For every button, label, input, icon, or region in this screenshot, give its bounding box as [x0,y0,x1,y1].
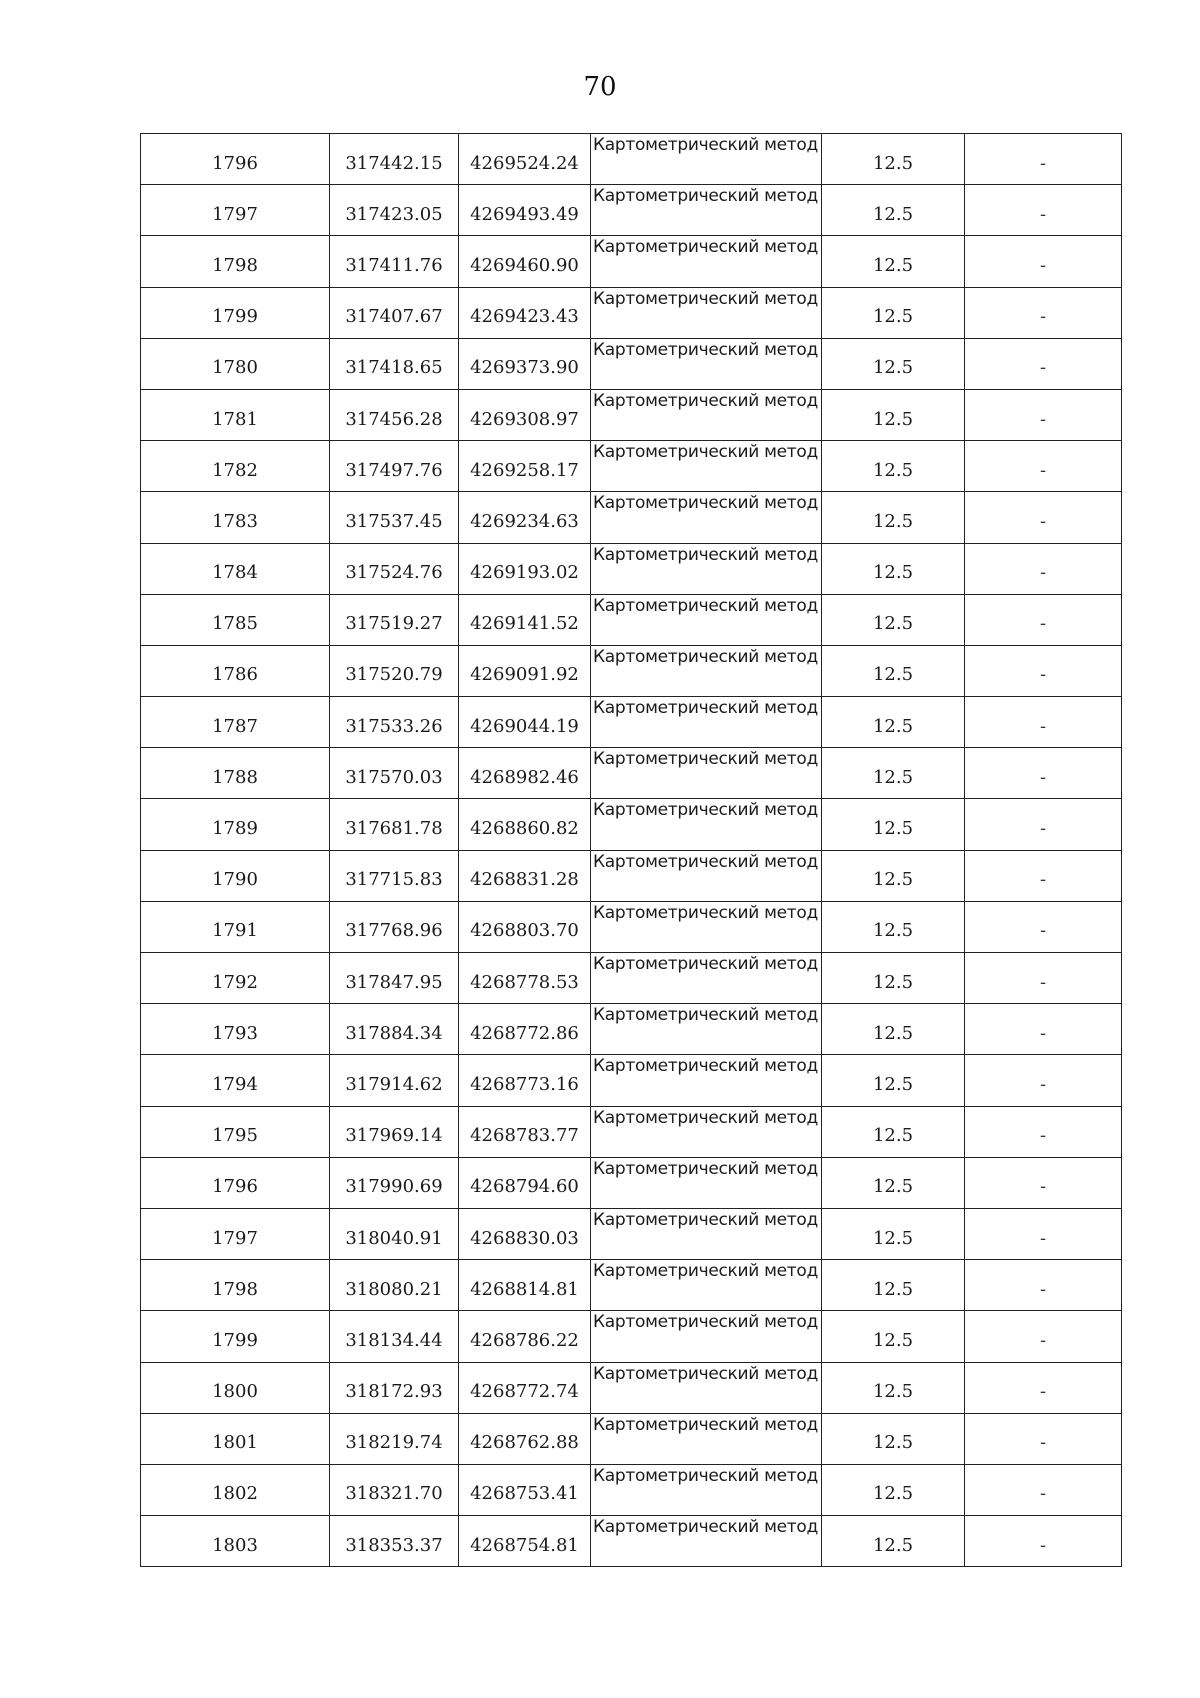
x-coordinate-cell: 317524.76 [330,543,459,594]
y-coordinate-cell: 4269460.90 [459,236,591,287]
table-row [141,236,1122,287]
table-row [141,1004,1122,1055]
method-cell: Картометрический метод [591,185,822,236]
table-row [141,594,1122,645]
accuracy-cell: 12.5 [822,1464,965,1515]
x-coordinate-cell: 318353.37 [330,1516,459,1567]
method-cell: Картометрический метод [591,1413,822,1464]
table-row [141,492,1122,543]
point-number-cell: 1781 [141,389,330,440]
y-coordinate-cell: 4269493.49 [459,185,591,236]
accuracy-cell: 12.5 [822,799,965,850]
point-number-cell: 1780 [141,338,330,389]
x-coordinate-cell: 317519.27 [330,594,459,645]
accuracy-cell: 12.5 [822,1362,965,1413]
table-row [141,389,1122,440]
y-coordinate-cell: 4268762.88 [459,1413,591,1464]
x-coordinate-cell: 317570.03 [330,748,459,799]
accuracy-cell: 12.5 [822,1004,965,1055]
point-number-cell: 1796 [141,134,330,185]
point-number-cell: 1788 [141,748,330,799]
table-row [141,799,1122,850]
point-number-cell: 1787 [141,697,330,748]
table-row [141,1362,1122,1413]
point-number-cell: 1789 [141,799,330,850]
x-coordinate-cell: 317411.76 [330,236,459,287]
method-cell: Картометрический метод [591,134,822,185]
accuracy-cell: 12.5 [822,748,965,799]
x-coordinate-cell: 317418.65 [330,338,459,389]
method-cell: Картометрический метод [591,594,822,645]
x-coordinate-cell: 318172.93 [330,1362,459,1413]
accuracy-cell: 12.5 [822,338,965,389]
point-number-cell: 1802 [141,1464,330,1515]
y-coordinate-cell: 4269423.43 [459,287,591,338]
accuracy-cell: 12.5 [822,185,965,236]
accuracy-cell: 12.5 [822,953,965,1004]
y-coordinate-cell: 4268773.16 [459,1055,591,1106]
accuracy-cell: 12.5 [822,1055,965,1106]
y-coordinate-cell: 4268772.86 [459,1004,591,1055]
note-cell: - [965,338,1122,389]
accuracy-cell: 12.5 [822,901,965,952]
y-coordinate-cell: 4269234.63 [459,492,591,543]
table-row [141,901,1122,952]
note-cell: - [965,441,1122,492]
accuracy-cell: 12.5 [822,697,965,748]
table-row [141,441,1122,492]
x-coordinate-cell: 317715.83 [330,850,459,901]
note-cell: - [965,1464,1122,1515]
method-cell: Картометрический метод [591,748,822,799]
point-number-cell: 1796 [141,1157,330,1208]
note-cell: - [965,389,1122,440]
note-cell: - [965,799,1122,850]
x-coordinate-cell: 317768.96 [330,901,459,952]
accuracy-cell: 12.5 [822,1157,965,1208]
method-cell: Картометрический метод [591,697,822,748]
y-coordinate-cell: 4269308.97 [459,389,591,440]
note-cell: - [965,645,1122,696]
point-number-cell: 1795 [141,1106,330,1157]
y-coordinate-cell: 4269373.90 [459,338,591,389]
x-coordinate-cell: 317914.62 [330,1055,459,1106]
point-number-cell: 1797 [141,185,330,236]
table-row [141,287,1122,338]
point-number-cell: 1793 [141,1004,330,1055]
point-number-cell: 1791 [141,901,330,952]
table-row [141,697,1122,748]
accuracy-cell: 12.5 [822,645,965,696]
method-cell: Картометрический метод [591,1311,822,1362]
table-row [141,1208,1122,1259]
table-row [141,1260,1122,1311]
method-cell: Картометрический метод [591,287,822,338]
y-coordinate-cell: 4268803.70 [459,901,591,952]
x-coordinate-cell: 317497.76 [330,441,459,492]
note-cell: - [965,236,1122,287]
note-cell: - [965,1208,1122,1259]
method-cell: Картометрический метод [591,799,822,850]
method-cell: Картометрический метод [591,1516,822,1567]
y-coordinate-cell: 4269258.17 [459,441,591,492]
table-row [141,338,1122,389]
page-number: 70 [583,72,617,102]
method-cell: Картометрический метод [591,1362,822,1413]
point-number-cell: 1790 [141,850,330,901]
x-coordinate-cell: 317681.78 [330,799,459,850]
table-row [141,185,1122,236]
x-coordinate-cell: 317423.05 [330,185,459,236]
table-row [141,1157,1122,1208]
x-coordinate-cell: 317990.69 [330,1157,459,1208]
method-cell: Картометрический метод [591,901,822,952]
note-cell: - [965,748,1122,799]
y-coordinate-cell: 4268783.77 [459,1106,591,1157]
y-coordinate-cell: 4268778.53 [459,953,591,1004]
y-coordinate-cell: 4268830.03 [459,1208,591,1259]
accuracy-cell: 12.5 [822,389,965,440]
note-cell: - [965,1516,1122,1567]
note-cell: - [965,1413,1122,1464]
table-row [141,543,1122,594]
table-row [141,645,1122,696]
accuracy-cell: 12.5 [822,236,965,287]
y-coordinate-cell: 4269193.02 [459,543,591,594]
method-cell: Картометрический метод [591,389,822,440]
y-coordinate-cell: 4269044.19 [459,697,591,748]
note-cell: - [965,1362,1122,1413]
point-number-cell: 1800 [141,1362,330,1413]
table-row [141,1413,1122,1464]
table-row [141,850,1122,901]
accuracy-cell: 12.5 [822,492,965,543]
point-number-cell: 1801 [141,1413,330,1464]
coordinates-table [140,133,1122,1567]
accuracy-cell: 12.5 [822,1311,965,1362]
note-cell: - [965,287,1122,338]
note-cell: - [965,492,1122,543]
accuracy-cell: 12.5 [822,134,965,185]
table-row [141,1311,1122,1362]
x-coordinate-cell: 317442.15 [330,134,459,185]
accuracy-cell: 12.5 [822,594,965,645]
point-number-cell: 1786 [141,645,330,696]
y-coordinate-cell: 4268772.74 [459,1362,591,1413]
point-number-cell: 1794 [141,1055,330,1106]
x-coordinate-cell: 318321.70 [330,1464,459,1515]
x-coordinate-cell: 317884.34 [330,1004,459,1055]
y-coordinate-cell: 4268753.41 [459,1464,591,1515]
accuracy-cell: 12.5 [822,1208,965,1259]
y-coordinate-cell: 4269091.92 [459,645,591,696]
point-number-cell: 1799 [141,287,330,338]
x-coordinate-cell: 317847.95 [330,953,459,1004]
method-cell: Картометрический метод [591,1004,822,1055]
method-cell: Картометрический метод [591,953,822,1004]
point-number-cell: 1792 [141,953,330,1004]
table-row [141,1106,1122,1157]
method-cell: Картометрический метод [591,441,822,492]
y-coordinate-cell: 4269141.52 [459,594,591,645]
y-coordinate-cell: 4268814.81 [459,1260,591,1311]
method-cell: Картометрический метод [591,1106,822,1157]
accuracy-cell: 12.5 [822,1413,965,1464]
y-coordinate-cell: 4268860.82 [459,799,591,850]
note-cell: - [965,1157,1122,1208]
accuracy-cell: 12.5 [822,441,965,492]
method-cell: Картометрический метод [591,645,822,696]
accuracy-cell: 12.5 [822,543,965,594]
x-coordinate-cell: 317969.14 [330,1106,459,1157]
x-coordinate-cell: 318040.91 [330,1208,459,1259]
x-coordinate-cell: 318134.44 [330,1311,459,1362]
method-cell: Картометрический метод [591,1464,822,1515]
x-coordinate-cell: 317537.45 [330,492,459,543]
note-cell: - [965,697,1122,748]
point-number-cell: 1799 [141,1311,330,1362]
method-cell: Картометрический метод [591,850,822,901]
method-cell: Картометрический метод [591,338,822,389]
accuracy-cell: 12.5 [822,1516,965,1567]
table-row [141,748,1122,799]
point-number-cell: 1798 [141,1260,330,1311]
method-cell: Картометрический метод [591,1260,822,1311]
accuracy-cell: 12.5 [822,287,965,338]
table-body [141,134,1122,1567]
method-cell: Картометрический метод [591,1157,822,1208]
note-cell: - [965,594,1122,645]
accuracy-cell: 12.5 [822,1106,965,1157]
point-number-cell: 1798 [141,236,330,287]
x-coordinate-cell: 317520.79 [330,645,459,696]
method-cell: Картометрический метод [591,236,822,287]
note-cell: - [965,850,1122,901]
point-number-cell: 1785 [141,594,330,645]
accuracy-cell: 12.5 [822,850,965,901]
x-coordinate-cell: 317407.67 [330,287,459,338]
point-number-cell: 1803 [141,1516,330,1567]
y-coordinate-cell: 4269524.24 [459,134,591,185]
note-cell: - [965,543,1122,594]
note-cell: - [965,953,1122,1004]
note-cell: - [965,1004,1122,1055]
note-cell: - [965,901,1122,952]
table-row [141,1516,1122,1567]
note-cell: - [965,1260,1122,1311]
table-row [141,134,1122,185]
note-cell: - [965,1311,1122,1362]
table-row [141,953,1122,1004]
point-number-cell: 1784 [141,543,330,594]
accuracy-cell: 12.5 [822,1260,965,1311]
point-number-cell: 1782 [141,441,330,492]
method-cell: Картометрический метод [591,1055,822,1106]
point-number-cell: 1783 [141,492,330,543]
note-cell: - [965,1055,1122,1106]
x-coordinate-cell: 318219.74 [330,1413,459,1464]
y-coordinate-cell: 4268982.46 [459,748,591,799]
y-coordinate-cell: 4268831.28 [459,850,591,901]
method-cell: Картометрический метод [591,1208,822,1259]
x-coordinate-cell: 318080.21 [330,1260,459,1311]
x-coordinate-cell: 317533.26 [330,697,459,748]
x-coordinate-cell: 317456.28 [330,389,459,440]
y-coordinate-cell: 4268754.81 [459,1516,591,1567]
method-cell: Картометрический метод [591,492,822,543]
y-coordinate-cell: 4268786.22 [459,1311,591,1362]
table-row [141,1055,1122,1106]
point-number-cell: 1797 [141,1208,330,1259]
note-cell: - [965,134,1122,185]
note-cell: - [965,1106,1122,1157]
y-coordinate-cell: 4268794.60 [459,1157,591,1208]
method-cell: Картометрический метод [591,543,822,594]
note-cell: - [965,185,1122,236]
table-row [141,1464,1122,1515]
